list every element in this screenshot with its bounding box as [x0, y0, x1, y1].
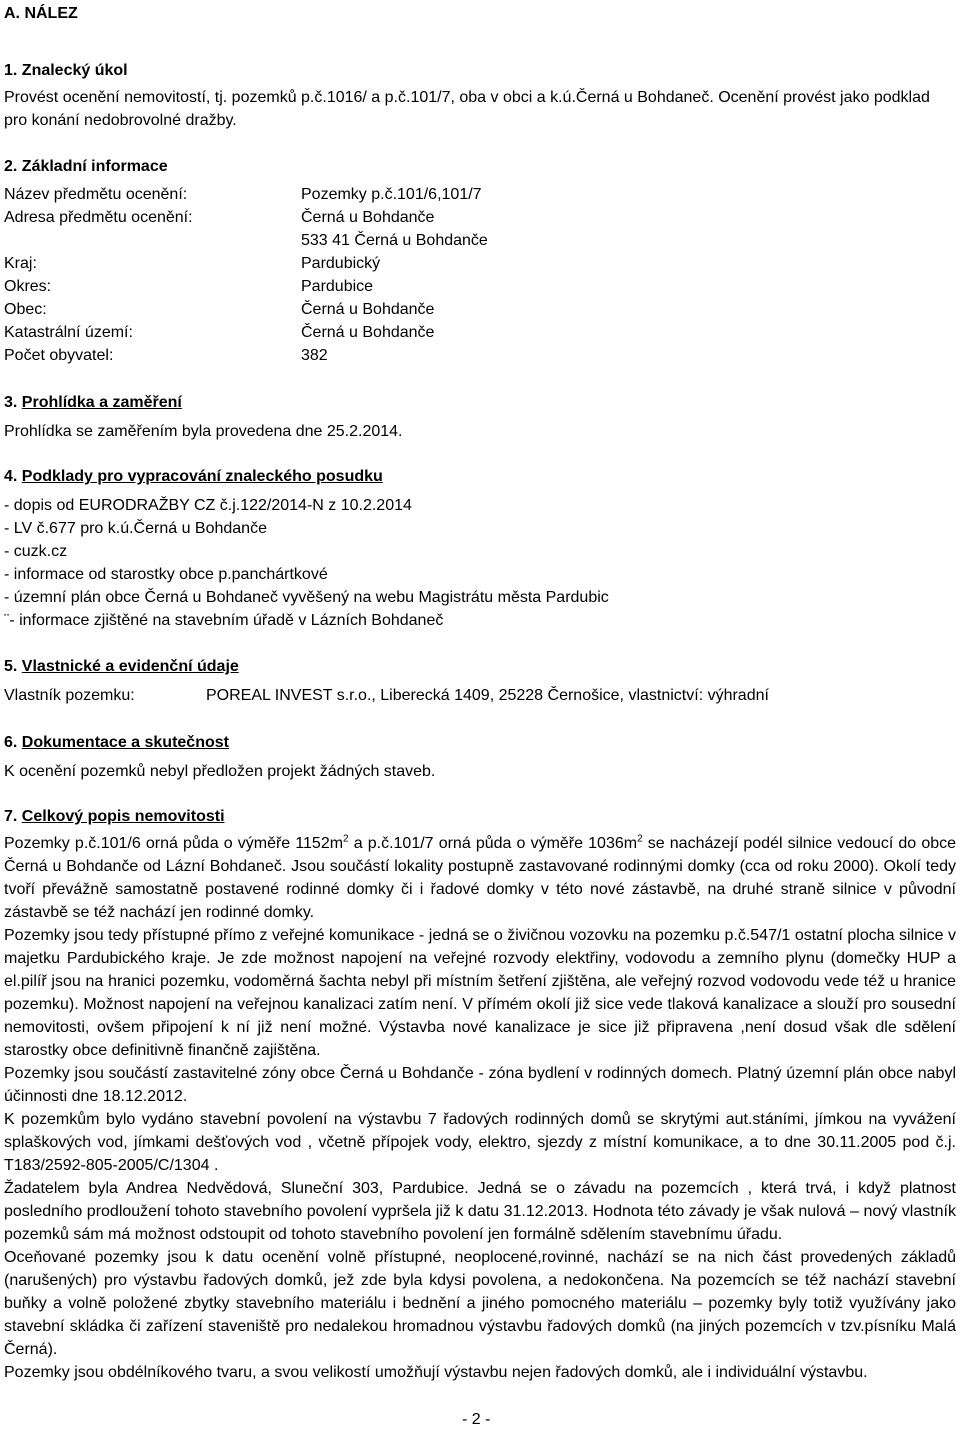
- info-label: Okres:: [4, 278, 52, 295]
- info-value: Pardubický: [301, 255, 381, 272]
- superscript-2: 2: [343, 833, 349, 845]
- description-paragraph-5: Žadatelem byla Andrea Nedvědová, Sluneční 303, Pardubice. Jedná se o závadu na pozemcích , která trvá, i když platnost posledního prodloužení tohoto stavebního povolení vypršela již k datu 31.12.2013. Hodnota této závady je však nulová – nový vlastník pozemků sám má možnost odstoupit od tohoto stavebního povolení jen formálně sdělením stavebnímu úřadu.: [4, 1180, 956, 1243]
- section-3-number: 3.: [4, 394, 22, 411]
- info-value: 382: [301, 347, 328, 364]
- paragraph-text: se nacházejí podél silnice vedoucí do obce Černá u Bohdanče od Lázní Bohdaneč. Jsou součástí lokality postupně zastavované rodinnými domky (cca od roku 2000). Okolí tedy tvoří převážně samostatně postavené rodinné domky či i řadové domky v této nové zástavbě, na druhé straně silnice v původní zástavbě se též nachází jen rodinné domky.: [4, 835, 957, 921]
- description-paragraph-2: Pozemky jsou tedy přístupné přímo z veřejné komunikace - jedná se o živičnou vozovku na pozemku p.č.547/1 ostatní plocha silnice v majetku Pardubického kraje. Je zde možnost napojení na veřejné rozvody elektřiny, vodovodu a zemního plynu (domečky HUP a el.pilíř jsou na hranici pozemku, vodoměrná šachta nebyl při místním šetření zjištěna, ale veřejný rozvod vodovodu vede též u hranice pozemku). Možnost napojení na veřejnou kanalizaci zatím není. V přímém okolí již sice vede tlaková kanalizace a slouží pro sousední nemovitosti, ovšem připojení k ní již není možné. Výstavba nové kanalizace je sice již připravena ,není dosud však dle sdělení starostky obce definitivně finančně zajištěna.: [4, 927, 956, 1059]
- info-label: Kraj:: [4, 255, 37, 272]
- superscript-2: 2: [637, 833, 643, 845]
- owner-value: POREAL INVEST s.r.o., Liberecká 1409, 25228 Černošice, vlastnictví: výhradní: [206, 687, 769, 704]
- page-number: - 2 -: [462, 1411, 491, 1428]
- section-6-title: Dokumentace a skutečnost: [21, 734, 229, 751]
- description-paragraph-4: K pozemkům bylo vydáno stavební povolení na výstavbu 7 řadových rodinných domů se skrytými aut.stáními, jímkou na vyvážení splaškových vod, jímkami dešťových vod , včetně přípojek vody, elektro, sjezdy z místní komunikace, a to dne 30.11.2005 pod č.j. T183/2592-805-2005/C/1304 .: [4, 1111, 956, 1174]
- description-paragraph-7: Pozemky jsou obdélníkového tvaru, a svou velikostí umožňují výstavbu nejen řadových domků, ale i individuální výstavbu.: [4, 1364, 868, 1381]
- section-4-number: 4.: [4, 468, 22, 485]
- section-3-text: Prohlídka se zaměřením byla provedena dne 25.2.2014.: [4, 423, 403, 440]
- info-label: Obec:: [4, 301, 47, 318]
- description-paragraph-1: [4, 832, 956, 924]
- list-item: - cuzk.cz: [4, 543, 68, 560]
- description-paragraph-3: Pozemky jsou součástí zastavitelné zóny obce Černá u Bohdanče - zóna bydlení v rodinných domech. Platný územní plán obce nabyl účinnosti dne 18.12.2012.: [4, 1065, 956, 1105]
- section-3-title: Prohlídka a zaměření: [21, 394, 182, 411]
- section-5-number: 5.: [4, 658, 22, 675]
- list-item: - územní plán obce Černá u Bohdaneč vyvěšený na webu Magistrátu města Pardubic: [4, 589, 609, 606]
- list-item: - informace od starostky obce p.panchártkové: [4, 566, 328, 583]
- section-6-heading: [4, 733, 229, 753]
- list-item: ¨- informace zjištěné na stavebním úřadě v Lázních Bohdaneč: [4, 612, 444, 629]
- info-value: Pardubice: [301, 278, 374, 295]
- info-label: Název předmětu ocenění:: [4, 186, 188, 203]
- paragraph-text: Pozemky p.č.101/6 orná půda o výměře 1152m: [4, 835, 344, 852]
- owner-label: Vlastník pozemku:: [4, 687, 135, 704]
- info-value: Černá u Bohdanče: [301, 324, 435, 341]
- section-5-heading: [4, 657, 239, 677]
- section-4-title: Podklady pro vypracování znaleckého posudku: [21, 468, 383, 485]
- section-3-heading: [4, 393, 182, 413]
- section-1-line-2: pro konání nedobrovolné dražby.: [4, 112, 237, 129]
- section-4-heading: [4, 467, 383, 487]
- info-label: Katastrální území:: [4, 324, 133, 341]
- section-2-heading: 2. Základní informace: [4, 158, 168, 175]
- info-value: 533 41 Černá u Bohdanče: [301, 232, 488, 249]
- section-6-number: 6.: [4, 734, 22, 751]
- info-label: Počet obyvatel:: [4, 347, 114, 364]
- section-5-title: Vlastnické a evidenční údaje: [21, 658, 239, 675]
- description-paragraph-6: Oceňované pozemky jsou k datu ocenění volně přístupné, neoplocené,rovinné, nachází se na nich část provedených základů (narušených) pro výstavbu řadových domků, jež zde byla kdysi povolena, a nedokončena. Na pozemcích se též nachází stavební buňky a volně položené zbytky stavebního materiálu i bednění a jiného pomocného materiálu – pozemky byly totiž využívány jako stavební skládka či zařízení staveniště pro nedalekou hromadnou výstavbu řadových domků (na jiných pozemcích v tzv.písníku Malá Černá).: [4, 1249, 956, 1358]
- section-a-heading: A. NÁLEZ: [4, 5, 78, 22]
- section-7-heading: [4, 807, 225, 827]
- section-7-title: Celkový popis nemovitosti: [21, 808, 225, 825]
- section-6-text: K ocenění pozemků nebyl předložen projekt žádných staveb.: [4, 763, 436, 780]
- info-label: Adresa předmětu ocenění:: [4, 209, 193, 226]
- info-value: Pozemky p.č.101/6,101/7: [301, 186, 482, 203]
- list-item: - dopis od EURODRAŽBY CZ č.j.122/2014-N z 10.2.2014: [4, 497, 412, 514]
- info-value: Černá u Bohdanče: [301, 301, 435, 318]
- list-item: - LV č.677 pro k.ú.Černá u Bohdanče: [4, 520, 267, 537]
- paragraph-text: a p.č.101/7 orná půda o výměře 1036m: [348, 835, 638, 852]
- section-1-line-1: Provést ocenění nemovitostí, tj. pozemků p.č.1016/ a p.č.101/7, oba v obci a k.ú.Černá u Bohdaneč. Ocenění provést jako podklad: [4, 89, 930, 106]
- section-1-heading: 1. Znalecký úkol: [4, 62, 128, 79]
- section-7-number: 7.: [4, 808, 22, 825]
- info-value: Černá u Bohdanče: [301, 209, 435, 226]
